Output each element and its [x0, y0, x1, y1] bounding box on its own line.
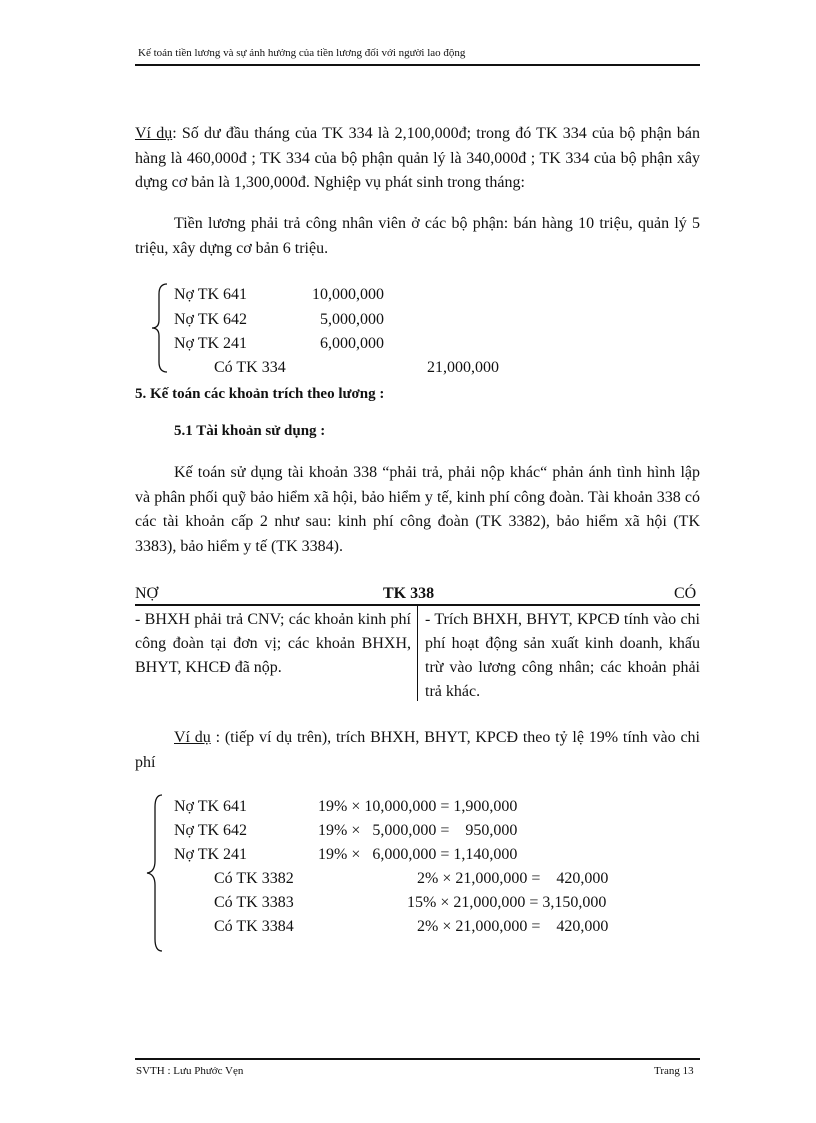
example1-label: Ví dụ — [135, 125, 173, 142]
entry1-amount-2: 5,000,000 — [320, 311, 384, 328]
entry1-brace — [150, 282, 170, 374]
t-account-debit-text: - BHXH phải trả CNV; các khoản kinh phí công đoàn tại đơn vị; các khoản BHXH, BHYT, KHCĐ đã nộp. — [135, 611, 411, 676]
t-account-title: TK 338 — [383, 585, 435, 602]
entry2-formula-5: 15% × 21,000,000 = 3,150,000 — [407, 894, 607, 911]
example1-paragraph — [135, 122, 700, 196]
entry2-brace — [145, 793, 165, 953]
example2-paragraph — [135, 726, 700, 775]
example1-text: : Số dư đầu tháng của TK 334 là 2,100,000đ; trong đó TK 334 của bộ phận bán hàng là 460,000đ ; TK 334 của bộ phận quản lý là 340,000đ ; TK 334 của bộ phận xây dựng cơ bản là 1,300,000đ. Nghiệp vụ phát sinh trong tháng: — [135, 125, 700, 192]
entry2-formula-1: 19% × 10,000,000 = 1,900,000 — [318, 798, 518, 815]
section5-heading: 5. Kế toán các khoản trích theo lương : — [135, 386, 385, 402]
entry2-formula-3: 19% × 6,000,000 = 1,140,000 — [318, 846, 518, 863]
example1-para2: Tiền lương phải trả công nhân viên ở các bộ phận: bán hàng 10 triệu, quản lý 5 triệu, xây dựng cơ bản 6 triệu. — [135, 215, 700, 257]
entry2-account-6: Có TK 3384 — [214, 918, 294, 935]
page-header: Kế toán tiền lương và sự ảnh hưởng của tiền lương đối với người lao động — [138, 47, 466, 59]
entry1-account-2: Nợ TK 642 — [174, 311, 248, 328]
t-account-credit-text: - Trích BHXH, BHYT, KPCĐ tính vào chi phí hoạt động sản xuất kinh doanh, khấu trừ vào lương công nhân; các khoản phải trả khác. — [425, 611, 700, 700]
entry2-account-3: Nợ TK 241 — [174, 846, 248, 863]
section5-subheading: 5.1 Tài khoản sử dụng : — [174, 423, 326, 439]
entry2-formula-4: 2% × 21,000,000 = 420,000 — [409, 870, 609, 887]
entry2-formula-6: 2% × 21,000,000 = 420,000 — [409, 918, 609, 935]
example2-text: : (tiếp ví dụ trên), trích BHXH, BHYT, KPCĐ theo tỷ lệ 19% tính vào chi phí — [135, 729, 700, 771]
entry1-amount-4: 21,000,000 — [427, 359, 499, 376]
entry2-account-5: Có TK 3383 — [214, 894, 294, 911]
section5-paragraph: Kế toán sử dụng tài khoản 338 “phải trả, phải nộp khác“ phản ánh tình hình lập và phân phối quỹ bảo hiểm xã hội, bảo hiểm y tế, kinh phí công đoàn. Tài khoản 338 có các tài khoản cấp 2 như sau: kinh phí công đoàn (TK 3382), bảo hiểm xã hội (TK 3383), bảo hiểm y tế (TK 3384). — [135, 464, 700, 555]
entry2-account-4: Có TK 3382 — [214, 870, 294, 887]
entry2-formula-2: 19% × 5,000,000 = 950,000 — [318, 822, 518, 839]
entry1-amount-3: 6,000,000 — [320, 335, 384, 352]
entry2-account-1: Nợ TK 641 — [174, 798, 248, 815]
entry2-account-2: Nợ TK 642 — [174, 822, 248, 839]
entry1-account-4: Có TK 334 — [214, 359, 286, 376]
footer-author: SVTH : Lưu Phước Vẹn — [136, 1065, 244, 1077]
t-account-divider — [417, 605, 418, 701]
t-account-credit-label: CÓ — [674, 585, 697, 602]
example2-label: Ví dụ — [174, 729, 211, 746]
entry1-amount-1: 10,000,000 — [312, 286, 384, 303]
footer-page-number: Trang 13 — [654, 1065, 694, 1077]
t-account-debit-label: NỢ — [135, 585, 159, 602]
entry1-account-3: Nợ TK 241 — [174, 335, 248, 352]
footer-rule — [135, 1058, 700, 1060]
entry1-account-1: Nợ TK 641 — [174, 286, 248, 303]
header-rule — [135, 64, 700, 66]
